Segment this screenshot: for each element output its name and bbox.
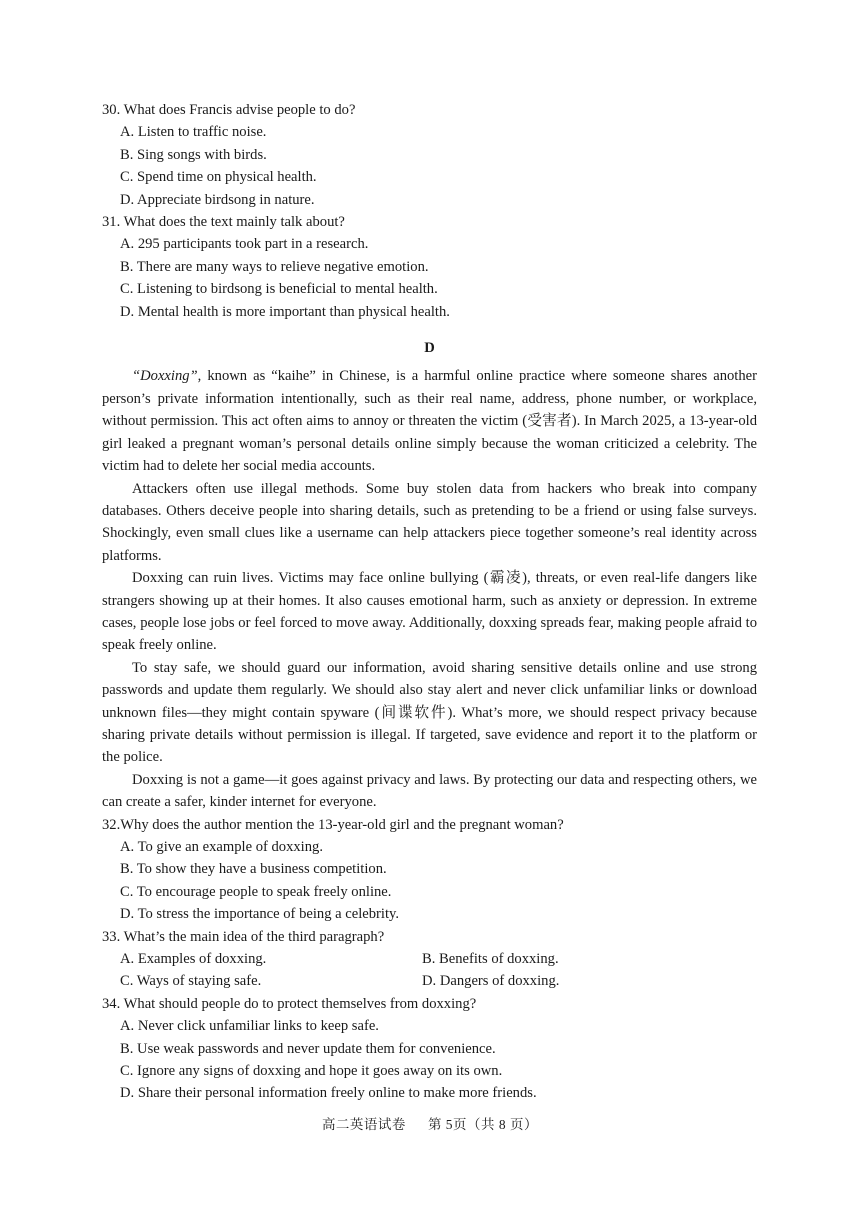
- option-d: D. To stress the importance of being a celebrity.: [120, 906, 400, 923]
- paper-name: 高二英语试卷: [321, 1117, 406, 1132]
- option-d: D. Appreciate birdsong in nature.: [120, 191, 315, 208]
- option-c: C. To encourage people to speak freely online.: [120, 883, 392, 900]
- question-stem: 34. What should people do to protect themselves from doxxing?: [102, 995, 477, 1012]
- question-stem: 30. What does Francis advise people to do?: [102, 102, 356, 118]
- option-d: D. Mental health is more important than physical health.: [120, 303, 450, 320]
- question-stem: 31. What does the text mainly talk about?: [102, 214, 345, 231]
- question-30: [102, 99, 757, 211]
- passage-paragraph-3: Doxxing can ruin lives. Victims may face online bullying (霸凌), threats, or even real-life dangers like strangers showing up at their homes. It also causes emotional harm, such as anxiety or depression. In extreme cases, people lose jobs or feel forced to move away. Additionally, doxxing spreads fear, making people afraid to speak freely online.: [102, 570, 757, 654]
- option-b: B. To show they have a business competition.: [120, 861, 387, 878]
- option-b: B. There are many ways to relieve negative emotion.: [120, 258, 429, 275]
- passage-paragraph-1: [102, 365, 757, 477]
- question-33: [102, 926, 757, 993]
- option-a: A. To give an example of doxxing.: [120, 839, 323, 855]
- doxxing-term: “Doxxing”: [132, 368, 198, 385]
- section-d-title: D: [424, 340, 435, 357]
- option-a: A. Examples of doxxing.: [120, 951, 267, 968]
- option-c: C. Ignore any signs of doxxing and hope it goes away on its own.: [120, 1063, 503, 1080]
- option-b: B. Benefits of doxxing.: [422, 951, 559, 968]
- option-a: A. Listen to traffic noise.: [120, 124, 267, 141]
- page-number: 第 5页（共 8 页）: [427, 1117, 539, 1132]
- passage-paragraph-2: Attackers often use illegal methods. Some buy stolen data from hackers who break into company databases. Others deceive people into sharing details, such as pretending to be a friend or using false surveys. Shockingly, even small clues like a username can help attackers piece together someone’s real identity across platforms.: [102, 480, 757, 564]
- option-row: [120, 970, 757, 992]
- question-31: [102, 211, 757, 323]
- option-c: C. Listening to birdsong is beneficial to mental health.: [120, 281, 438, 298]
- option-a: A. Never click unfamiliar links to keep safe.: [120, 1018, 379, 1035]
- passage-paragraph-5: Doxxing is not a game—it goes against privacy and laws. By protecting our data and respecting others, we can create a safer, kinder internet for everyone.: [102, 771, 757, 811]
- question-34: [102, 993, 757, 1105]
- page-footer: [0, 1113, 860, 1133]
- option-c: C. Ways of staying safe.: [120, 973, 262, 990]
- option-b: B. Use weak passwords and never update them for convenience.: [120, 1040, 496, 1057]
- question-stem: 33. What’s the main idea of the third paragraph?: [102, 928, 385, 945]
- question-32: [102, 814, 757, 926]
- option-c: C. Spend time on physical health.: [120, 169, 317, 186]
- paragraph-1-text: , known as “kaihe” in Chinese, is a harmful online practice where someone shares another person’s private information intentionally, such as their real name, address, phone number, or workplace, without permission. This act often aims to annoy or threaten the victim (受害者). In March 2025, a 13-year-old girl leaked a pregnant woman’s personal details online simply because the woman criticized a celebrity. The victim had to delete her social media accounts.: [102, 368, 757, 475]
- option-b: B. Sing songs with birds.: [120, 146, 267, 163]
- option-d: D. Share their personal information freely online to make more friends.: [120, 1085, 537, 1102]
- question-stem: 32.Why does the author mention the 13-year-old girl and the pregnant woman?: [102, 816, 564, 833]
- page-content: [102, 99, 757, 1105]
- option-d: D. Dangers of doxxing.: [422, 973, 560, 990]
- option-row: [120, 948, 757, 970]
- passage-paragraph-4: To stay safe, we should guard our information, avoid sharing sensitive details online and use strong passwords and update them regularly. We should also stay alert and never click unfamiliar links or download unknown files—they might contain spyware (间谍软件). What’s more, we should respect privacy because sharing private details without permission is illegal. If targeted, save evidence and report it to the platform or the police.: [102, 659, 757, 766]
- option-a: A. 295 participants took part in a research.: [120, 236, 369, 253]
